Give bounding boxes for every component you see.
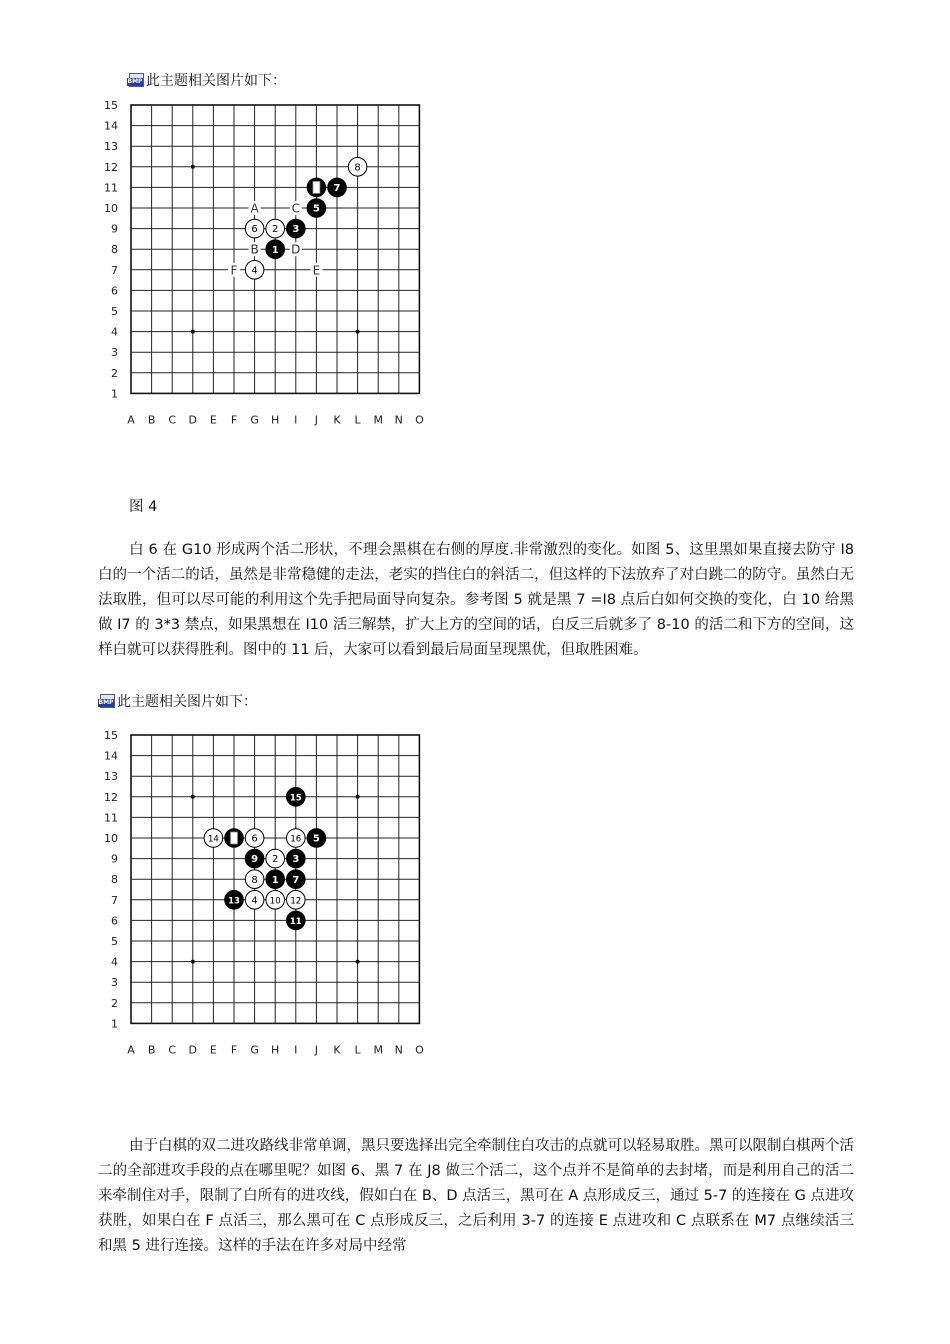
stone-number: 3 (292, 854, 300, 866)
star-point (191, 165, 195, 169)
stone-number: 15 (289, 793, 302, 804)
column-label: J (314, 413, 319, 427)
stone-number: 1 (271, 244, 279, 256)
paragraph-1-text: 白 6 在 G10 形成两个活二形状，不理会黑棋在右侧的厚度.非常激烈的变化。如图 5、这里黑如果直接去防守 I8 白的一个活二的话，虽然是非常稳健的走法，老实的挡住白的斜活二，但这样的下法放弃了对白跳二的防守。虽然白无法取胜，但可以尽可能的利用这个先手把局面导向复杂。参考图 5 就是黑 7 =I8 点后白如何交换的变化，白 10 给黑做 I7 的 3*3 禁点，如果黑想在 I10 活三解禁，扩大上方的空间的话，白反三后就多了 8-10 的活二和下方的空间，这样白就可以获得胜利。图中的 11 后，大家可以看到最后局面呈现黑优，但取胜困难。 (98, 542, 854, 658)
stone-number: 7 (292, 874, 300, 886)
point-marker-A: A (250, 201, 259, 216)
stone-number: 1 (271, 874, 279, 886)
row-label: 2 (111, 366, 118, 380)
stone-number: 3 (292, 224, 300, 236)
column-label: A (127, 1043, 135, 1057)
column-label: B (147, 1043, 156, 1057)
column-label: K (333, 1043, 341, 1057)
row-label: 9 (111, 852, 118, 866)
column-label: B (147, 413, 156, 427)
stone-number: 9 (251, 854, 259, 866)
column-label: I (294, 1043, 298, 1057)
row-label: 5 (111, 935, 118, 948)
paragraph-1 (98, 538, 854, 663)
column-label: C (168, 413, 177, 427)
row-label: 7 (111, 893, 118, 907)
row-label: 11 (104, 811, 118, 825)
point-marker-F: F (230, 263, 238, 278)
point-marker-C: C (291, 201, 300, 216)
row-label: 1 (111, 387, 118, 401)
point-marker-E: E (312, 263, 321, 278)
row-label: 1 (111, 1017, 118, 1031)
stone-number: 14 (207, 834, 219, 845)
gomoku-board (95, 94, 435, 434)
row-label: 8 (111, 243, 118, 257)
figure-label: 图 4 (129, 499, 158, 515)
star-point (191, 330, 195, 334)
column-label: C (168, 1043, 177, 1057)
paragraph-2 (98, 1134, 854, 1259)
column-label: O (415, 413, 424, 427)
stone-number: 2 (272, 224, 279, 236)
row-label: 13 (104, 770, 118, 784)
star-point (356, 330, 360, 334)
stone-number: 11 (289, 917, 302, 927)
column-label: G (250, 1043, 259, 1057)
column-label: I (294, 413, 298, 427)
star-point (356, 795, 360, 799)
column-label: N (394, 1043, 403, 1057)
row-label: 6 (111, 284, 118, 298)
column-label: H (271, 1043, 280, 1057)
stone-number: 4 (251, 895, 258, 907)
stone-number: 7 (333, 183, 341, 194)
stone-number: 6 (251, 833, 258, 845)
row-label: 2 (111, 996, 118, 1010)
paragraph-2-text: 由于白棋的双二进攻路线非常单调，黑只要选择出完全牵制住白攻击的点就可以轻易取胜。黑可以限制白棋两个活二的全部进攻手段的点在哪里呢？如图 6、黑 7 在 J8 做三个活二，这个点并不是简单的去封堵，而是利用自己的活二来牵制住对手，限制了白所有的进攻线，假如白在 B、D 点活三，黑可在 A 点形成反三，通过 5-7 的连接在 G 点进攻获胜，如果白在 F 点活三，那么黑可在 C 点形成反三，之后利用 3-7 的连接 E 点进攻和 C 点联系在 M7 点继续活三和黑 5 进行连接。这样的手法在许多对局中经常 (98, 1138, 854, 1254)
row-label: 3 (111, 346, 118, 360)
column-label: D (188, 413, 198, 427)
row-label: 15 (104, 99, 118, 112)
point-marker-B: B (250, 242, 259, 257)
row-label: 10 (104, 832, 118, 845)
column-label: E (209, 413, 217, 427)
star-point (191, 960, 195, 964)
row-label: 8 (111, 873, 118, 887)
stone-number: 8 (251, 874, 258, 886)
star-point (191, 795, 195, 799)
stone-number: 8 (354, 162, 361, 174)
column-label: K (333, 413, 341, 427)
stone-number: 6 (251, 224, 258, 236)
caption-text: 此主题相关图片如下： (117, 694, 257, 710)
bmp-file-icon[interactable]: BMP (127, 73, 144, 88)
row-label: 14 (104, 119, 118, 133)
gomoku-board (95, 724, 435, 1064)
stone-number: 12 (290, 896, 302, 907)
stone-number: 10 (269, 896, 281, 907)
row-label: 3 (111, 976, 118, 990)
row-label: 15 (104, 729, 118, 742)
board-figure-5 (95, 724, 435, 1068)
board-figure-4 (95, 94, 435, 438)
stone-marker-square (231, 832, 238, 844)
column-label: J (314, 1043, 319, 1057)
column-label: O (415, 1043, 424, 1057)
row-label: 5 (111, 305, 118, 318)
stone-number: 2 (272, 854, 279, 866)
column-label: L (354, 1043, 361, 1057)
row-label: 10 (104, 202, 118, 215)
stone-number: 5 (312, 203, 320, 215)
row-label: 4 (111, 955, 118, 969)
row-label: 6 (111, 914, 118, 928)
stone-number: 4 (251, 265, 258, 277)
row-label: 9 (111, 222, 118, 236)
star-point (356, 960, 360, 964)
column-label: M (373, 1043, 383, 1057)
row-label: 14 (104, 749, 118, 763)
row-label: 12 (104, 790, 118, 804)
column-label: H (271, 413, 280, 427)
column-label: N (394, 413, 403, 427)
stone-marker-square (313, 181, 320, 193)
column-label: F (230, 413, 238, 427)
stone-number: 16 (290, 834, 302, 845)
column-label: E (209, 1043, 217, 1057)
column-label: L (354, 413, 361, 427)
column-label: G (250, 413, 259, 427)
stone-number: 5 (312, 833, 320, 845)
image-caption-1 (127, 70, 286, 90)
caption-text: 此主题相关图片如下： (146, 73, 286, 89)
row-label: 13 (104, 140, 118, 154)
bmp-file-icon[interactable]: BMP (98, 694, 115, 709)
row-label: 11 (104, 181, 118, 195)
row-label: 4 (111, 325, 118, 339)
stone-number: 13 (228, 896, 240, 907)
column-label: M (373, 413, 383, 427)
column-label: F (230, 1043, 238, 1057)
column-label: A (127, 413, 135, 427)
point-marker-D: D (291, 242, 301, 257)
image-caption-2 (98, 691, 257, 711)
row-label: 7 (111, 263, 118, 277)
row-label: 12 (104, 160, 118, 174)
column-label: D (188, 1043, 198, 1057)
